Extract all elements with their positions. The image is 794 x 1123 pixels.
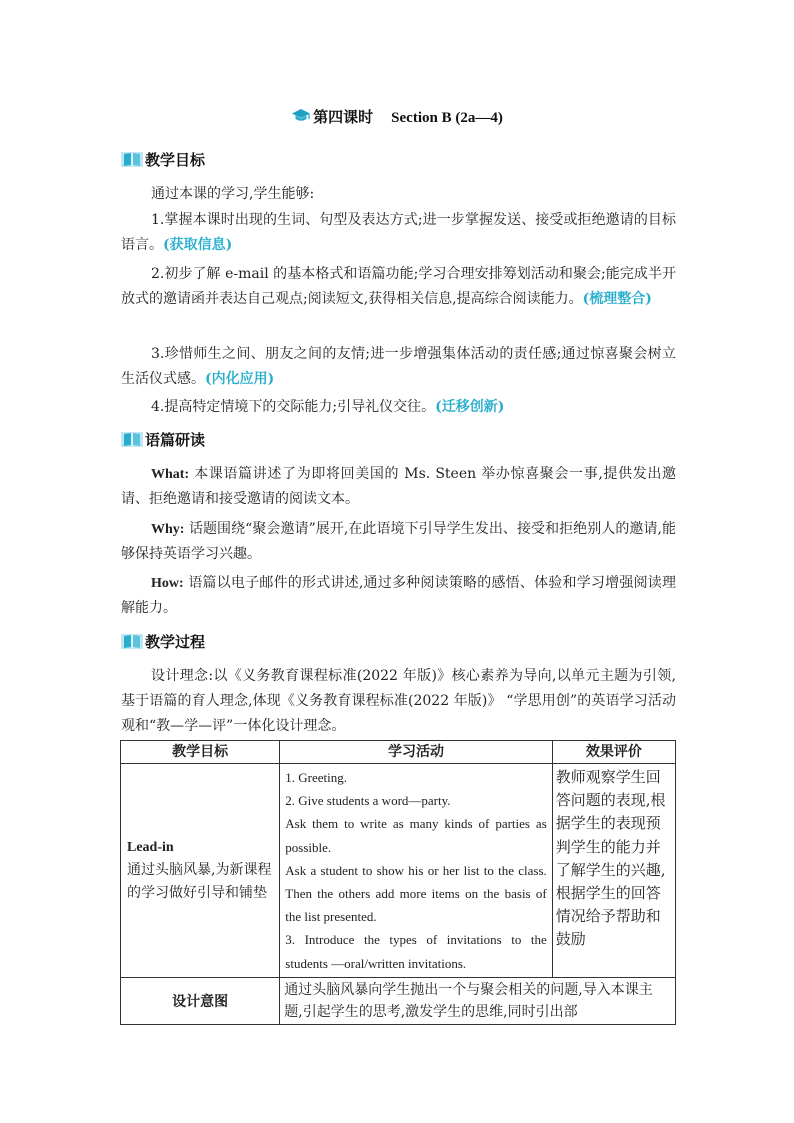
lead-in-evaluation-cell: 教师观察学生回答问题的表现,根据学生的表现预判学生的能力并了解学生的兴趣,根据学生的回答情况给予帮助和鼓励 [552,764,675,978]
goal-tag: (梳理整合) [582,291,652,307]
section-heading-goals [121,149,205,169]
goal-text: 1.掌握本课时出现的生词、句型及表达方式;进一步掌握发送、接受或拒绝邀请的目标语言。 [121,212,676,253]
goal-tag: (获取信息) [163,237,233,253]
design-concept: 设计理念:以《义务教育课程标准(2022 年版)》核心素养为导向,以单元主题为引领,基于语篇的育人理念,体现《义务教育课程标准(2022 年版)》 “学思用创”的英语学习活动观和“教—学—评”一体化设计理念。 [121,668,676,734]
lesson-title-cn: 第四课时 [313,108,374,126]
study-why [121,517,676,567]
how-text: 语篇以电子邮件的形式讲述,通过多种阅读策略的感悟、体验和学习增强阅读理解能力。 [121,575,676,616]
table-row [121,977,676,1024]
section-heading-study [121,429,205,449]
activity-line: Ask them to write as many kinds of parties as possible. [285,816,547,855]
design-intent-text: 通过头脑风暴向学生抛出一个与聚会相关的问题,导入本课主题,引起学生的思考,激发学生的思维,同时引出部 [280,977,676,1024]
goal-text: 2.初步了解 e-mail 的基本格式和语篇功能;学习合理安排筹划活动和聚会;能完成半开放式的邀请函并表达自己观点;阅读短文,获得相关信息,提高综合阅读能力。 [121,266,676,307]
table-row [121,764,676,978]
goal-item-2 [121,262,676,312]
section-title: 语篇研读 [145,430,206,449]
section-title: 教学目标 [145,150,206,169]
table-header-row [121,741,676,764]
open-book-icon [121,430,143,448]
lead-in-activities-cell [280,764,552,978]
activity-line: 1. Greeting. [285,770,348,785]
goal-item-3 [121,342,676,392]
goal-item-1 [121,208,676,258]
activity-line: 3. Introduce the types of invitations to the students —oral/written invitations. [285,932,547,971]
activity-line: 2. Give students a word—party. [285,793,451,809]
goal-tag: (内化应用) [205,371,275,387]
design-intent-label: 设计意图 [121,977,280,1024]
why-label: Why: [151,522,185,537]
goal-text: 3.珍惜师生之间、朋友之间的友情;进一步增强集体活动的责任感;通过惊喜聚会树立生活仪式感。 [121,346,676,387]
what-label: What: [151,467,190,482]
column-header: 教学目标 [121,741,280,764]
lesson-title-en: Section B (2a—4) [391,110,503,126]
activity-line: Ask a student to show his or her list to the class. Then the others add more items on the basis of the list presented. [285,862,547,925]
what-text: 本课语篇讲述了为即将回美国的 Ms. Steen 举办惊喜聚会一事,提供发出邀请、拒绝邀请和接受邀请的阅读文本。 [121,466,676,507]
lead-in-goal: 通过头脑风暴,为新课程的学习做好引导和铺垫 [127,861,272,901]
goal-text: 4.提高特定情境下的交际能力;引导礼仪交往。 [151,399,436,415]
section-title: 教学过程 [145,632,206,651]
lesson-plan-table [120,740,676,1025]
lead-in-goal-cell [121,764,280,978]
how-label: How: [151,576,184,591]
goal-item-4 [121,395,676,420]
open-book-icon [121,150,143,168]
lesson-title [0,106,794,128]
column-header: 效果评价 [552,741,675,764]
study-how [121,571,676,621]
graduation-cap-icon [291,108,311,128]
section-heading-process [121,631,205,651]
goal-tag: (迁移创新) [435,399,505,415]
goals-intro: 通过本课的学习,学生能够: [151,186,315,202]
open-book-icon [121,632,143,650]
study-what [121,462,676,512]
lead-in-title: Lead-in [127,839,174,855]
why-text: 话题围绕“聚会邀请”展开,在此语境下引导学生发出、接受和拒绝别人的邀请,能够保持英语学习兴趣。 [121,521,676,562]
column-header: 学习活动 [280,741,552,764]
